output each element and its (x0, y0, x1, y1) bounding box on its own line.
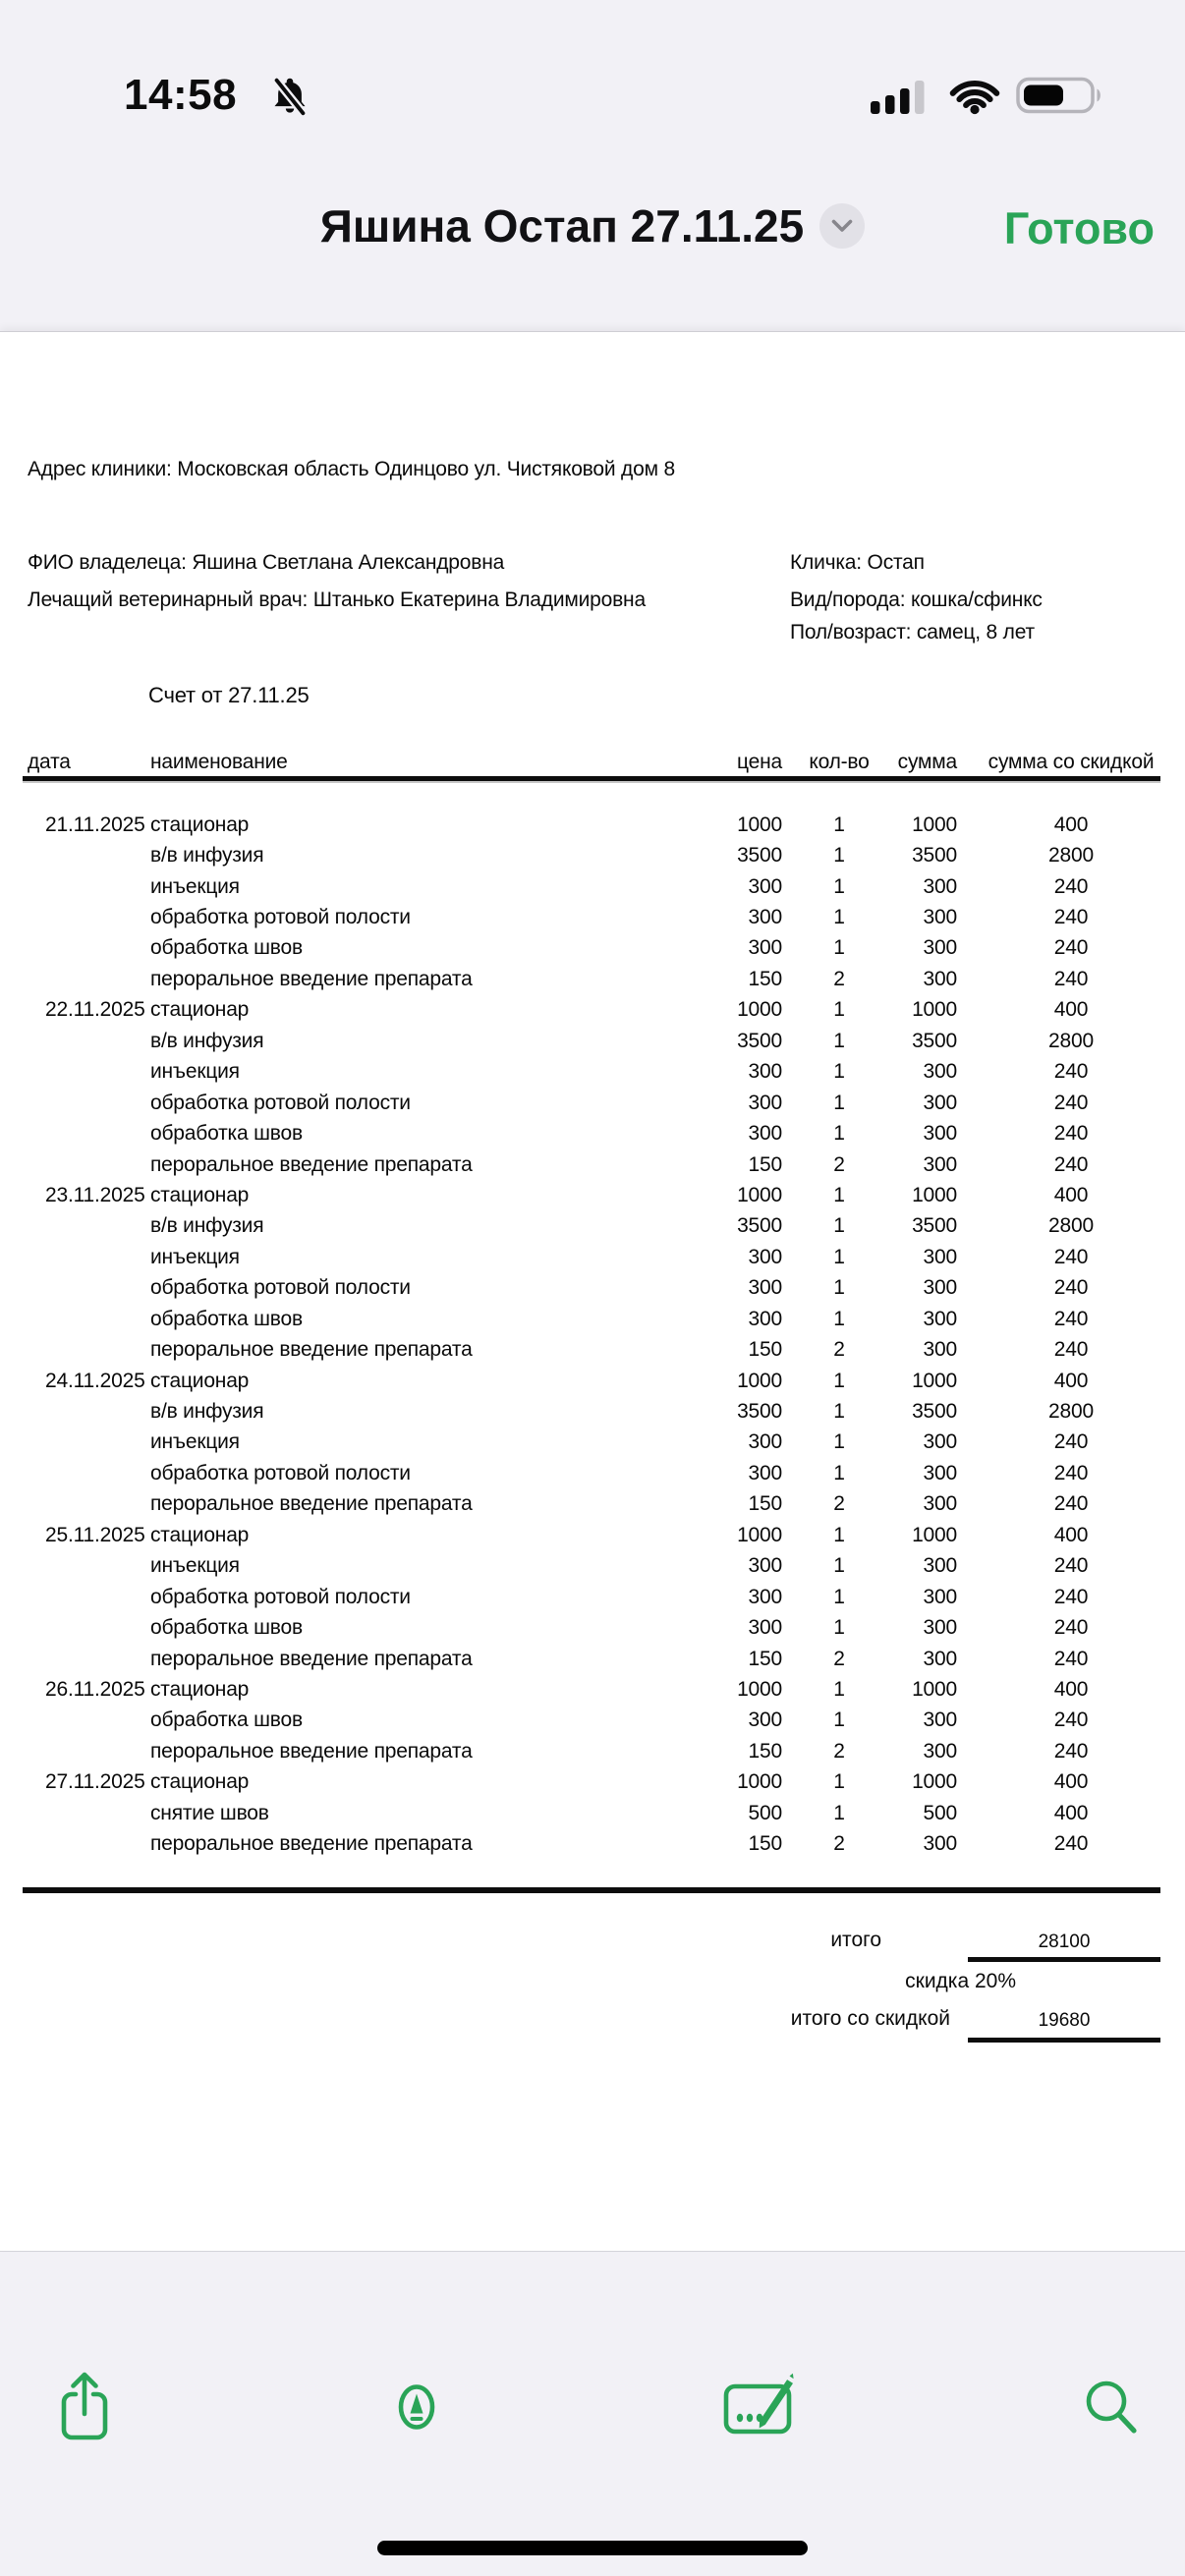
cell-price: 150 (748, 1492, 782, 1516)
table-row (0, 1304, 1185, 1334)
invoice-title: Счет от 27.11.25 (148, 683, 310, 707)
done-button[interactable]: Готово (1003, 203, 1155, 253)
cell-price: 300 (748, 874, 782, 898)
cell-date: 26.11.2025 (45, 1677, 145, 1701)
cell-name: инъекция (150, 1554, 240, 1578)
cell-name: пероральное введение препарата (150, 1647, 473, 1670)
signature-button[interactable] (723, 2372, 812, 2445)
cell-qty: 1 (833, 1400, 845, 1424)
table-row (0, 871, 1185, 902)
cell-disc: 240 (1053, 1708, 1089, 1732)
cell-disc: 2800 (1048, 1400, 1094, 1424)
table-row (0, 1458, 1185, 1488)
cell-qty: 1 (833, 812, 845, 836)
cell-price: 1000 (737, 1369, 782, 1392)
cell-name: обработка швов (150, 1616, 303, 1640)
cell-sum: 300 (923, 1307, 957, 1330)
cell-disc: 240 (1053, 967, 1089, 990)
cell-sum: 1000 (912, 812, 957, 836)
home-indicator[interactable] (377, 2541, 808, 2555)
cell-name: в/в инфузия (150, 1400, 264, 1424)
cell-disc: 400 (1053, 1369, 1089, 1392)
cell-sum: 300 (923, 1461, 957, 1484)
cell-price: 1000 (737, 1523, 782, 1546)
cell-qty: 1 (833, 1183, 845, 1206)
search-button[interactable] (1081, 2376, 1144, 2443)
cell-disc: 400 (1053, 1770, 1089, 1794)
cell-price: 300 (748, 1307, 782, 1330)
cell-qty: 1 (833, 1091, 845, 1114)
cell-qty: 1 (833, 906, 845, 929)
cell-name: обработка ротовой полости (150, 1276, 411, 1300)
cell-disc: 240 (1053, 936, 1089, 960)
cell-qty: 1 (833, 1029, 845, 1052)
search-icon (1081, 2376, 1144, 2440)
cell-disc: 240 (1053, 1739, 1089, 1763)
cell-qty: 1 (833, 1616, 845, 1640)
doctor-name: Лечащий ветеринарный врач: Штанько Екатерина Владимировна (28, 588, 646, 611)
share-button[interactable] (56, 2370, 113, 2447)
cell-disc: 400 (1053, 1183, 1089, 1206)
cell-qty: 1 (833, 1369, 845, 1392)
cell-sum: 300 (923, 1276, 957, 1300)
cell-price: 300 (748, 1708, 782, 1732)
cell-date: 23.11.2025 (45, 1183, 145, 1206)
cell-disc: 2800 (1048, 1214, 1094, 1238)
cell-name: стационар (150, 812, 250, 836)
cell-price: 300 (748, 1585, 782, 1608)
cell-name: стационар (150, 1770, 250, 1794)
cell-name: обработка швов (150, 1122, 303, 1146)
cell-disc: 240 (1053, 1122, 1089, 1146)
cell-price: 300 (748, 1430, 782, 1454)
battery-icon (1016, 76, 1106, 120)
cell-sum: 300 (923, 1492, 957, 1516)
cell-price: 300 (748, 1554, 782, 1578)
cell-disc: 240 (1053, 1091, 1089, 1114)
table-row (0, 1612, 1185, 1643)
cell-name: инъекция (150, 874, 240, 898)
table-row (0, 1706, 1185, 1736)
cell-qty: 1 (833, 998, 845, 1022)
cell-sum: 300 (923, 1091, 957, 1114)
cell-disc: 240 (1053, 1616, 1089, 1640)
cell-qty: 1 (833, 1677, 845, 1701)
cell-name: стационар (150, 1369, 250, 1392)
table-row (0, 902, 1185, 932)
cell-date: 22.11.2025 (45, 998, 145, 1022)
cell-name: обработка швов (150, 1708, 303, 1732)
cell-price: 300 (748, 936, 782, 960)
cell-price: 150 (748, 1832, 782, 1856)
discounted-total-value: 19680 (1038, 2010, 1091, 2031)
cell-name: пероральное введение препарата (150, 1152, 473, 1176)
cell-price: 300 (748, 1245, 782, 1268)
status-time: 14:58 (124, 71, 238, 119)
cell-price: 150 (748, 1152, 782, 1176)
cell-disc: 240 (1053, 1461, 1089, 1484)
cell-name: стационар (150, 1183, 250, 1206)
cell-disc: 240 (1053, 906, 1089, 929)
total-value: 28100 (1038, 1932, 1091, 1952)
cell-sum: 300 (923, 1338, 957, 1362)
cell-sum: 300 (923, 1245, 957, 1268)
cell-name: стационар (150, 1523, 250, 1546)
cell-sum: 300 (923, 906, 957, 929)
cell-sum: 300 (923, 1739, 957, 1763)
table-header-row (0, 747, 1185, 777)
chevron-down-icon (831, 219, 853, 233)
cell-price: 1000 (737, 1183, 782, 1206)
table-row (0, 1582, 1185, 1612)
cell-name: стационар (150, 998, 250, 1022)
cell-price: 1000 (737, 812, 782, 836)
cell-qty: 1 (833, 874, 845, 898)
cell-qty: 1 (833, 1122, 845, 1146)
cell-disc: 240 (1053, 1832, 1089, 1856)
cell-price: 150 (748, 1739, 782, 1763)
cell-qty: 1 (833, 1801, 845, 1824)
header-sum: сумма (897, 750, 957, 773)
cell-sum: 300 (923, 936, 957, 960)
table-row (0, 1242, 1185, 1272)
cell-date: 24.11.2025 (45, 1369, 145, 1392)
cell-disc: 240 (1053, 1554, 1089, 1578)
cell-qty: 1 (833, 844, 845, 868)
cell-price: 150 (748, 967, 782, 990)
table-row (0, 1026, 1185, 1056)
cell-qty: 1 (833, 1554, 845, 1578)
cell-sum: 300 (923, 1122, 957, 1146)
cell-sum: 300 (923, 1585, 957, 1608)
table-row (0, 1551, 1185, 1582)
table-row (0, 1118, 1185, 1148)
total-label: итого (830, 1929, 881, 1951)
table-row (0, 1674, 1185, 1705)
cell-sum: 300 (923, 1554, 957, 1578)
table-row (0, 1489, 1185, 1520)
table-header-divider (23, 776, 1160, 781)
total-underline (968, 1957, 1160, 1962)
discount-label: скидка 20% (905, 1970, 1016, 1992)
cell-qty: 1 (833, 1430, 845, 1454)
cell-name: инъекция (150, 1245, 240, 1268)
cell-qty: 1 (833, 1770, 845, 1794)
cell-name: обработка швов (150, 936, 303, 960)
markup-button[interactable] (393, 2368, 440, 2449)
table-row (0, 1428, 1185, 1458)
cell-sum: 300 (923, 1430, 957, 1454)
table-row (0, 1180, 1185, 1210)
cell-qty: 1 (833, 1214, 845, 1238)
cell-qty: 2 (833, 1152, 845, 1176)
cell-disc: 400 (1053, 1523, 1089, 1546)
header-name: наименование (150, 750, 288, 773)
cell-price: 3500 (737, 1400, 782, 1424)
cell-name: инъекция (150, 1060, 240, 1084)
header-date: дата (28, 750, 71, 773)
wifi-icon (947, 76, 1002, 120)
table-row (0, 1736, 1185, 1766)
cell-qty: 1 (833, 936, 845, 960)
cell-price: 3500 (737, 1214, 782, 1238)
cell-price: 300 (748, 1276, 782, 1300)
cell-disc: 2800 (1048, 1029, 1094, 1052)
cell-sum: 1000 (912, 1523, 957, 1546)
cell-sum: 500 (923, 1801, 957, 1824)
cell-name: обработка швов (150, 1307, 303, 1330)
cell-price: 300 (748, 906, 782, 929)
header-price: цена (737, 750, 782, 773)
cell-name: в/в инфузия (150, 844, 264, 868)
title-menu-button[interactable] (819, 203, 865, 249)
cell-qty: 1 (833, 1708, 845, 1732)
table-footer-divider (23, 1887, 1160, 1893)
cell-sum: 300 (923, 1708, 957, 1732)
cell-qty: 1 (833, 1585, 845, 1608)
cell-sum: 1000 (912, 998, 957, 1022)
cell-disc: 240 (1053, 1276, 1089, 1300)
cell-sum: 1000 (912, 1770, 957, 1794)
table-row (0, 964, 1185, 994)
cell-name: обработка ротовой полости (150, 906, 411, 929)
table-row (0, 1273, 1185, 1304)
cell-name: пероральное введение препарата (150, 967, 473, 990)
table-row (0, 1644, 1185, 1674)
pet-sex-age: Пол/возраст: самец, 8 лет (790, 621, 1035, 644)
table-row (0, 995, 1185, 1026)
cell-price: 3500 (737, 844, 782, 868)
cell-disc: 400 (1053, 998, 1089, 1022)
cell-price: 300 (748, 1091, 782, 1114)
cell-name: пероральное введение препарата (150, 1338, 473, 1362)
table-row (0, 1396, 1185, 1427)
table-row (0, 810, 1185, 840)
cell-qty: 1 (833, 1276, 845, 1300)
table-row (0, 1828, 1185, 1859)
cell-name: стационар (150, 1677, 250, 1701)
cell-sum: 300 (923, 1647, 957, 1670)
cell-disc: 240 (1053, 1307, 1089, 1330)
cell-disc: 240 (1053, 1647, 1089, 1670)
header-discounted: сумма со скидкой (988, 750, 1155, 773)
discounted-total-underline (968, 2038, 1160, 2043)
cell-sum: 3500 (912, 1400, 957, 1424)
cell-disc: 240 (1053, 1492, 1089, 1516)
cell-name: пероральное введение препарата (150, 1832, 473, 1856)
cell-price: 1000 (737, 1770, 782, 1794)
cell-qty: 2 (833, 1739, 845, 1763)
table-row (0, 1088, 1185, 1118)
table-row (0, 1057, 1185, 1088)
table-row (0, 1798, 1185, 1828)
table-row (0, 1211, 1185, 1242)
page-title: Яшина Остап 27.11.25 (319, 200, 805, 252)
signature-icon (723, 2372, 812, 2442)
cell-name: пероральное введение препарата (150, 1739, 473, 1763)
table-row (0, 933, 1185, 964)
cell-disc: 400 (1053, 1677, 1089, 1701)
cell-sum: 300 (923, 1832, 957, 1856)
cellular-signal-icon (871, 76, 933, 120)
cell-name: в/в инфузия (150, 1029, 264, 1052)
cell-disc: 400 (1053, 812, 1089, 836)
cell-disc: 240 (1053, 1585, 1089, 1608)
cell-sum: 300 (923, 1152, 957, 1176)
cell-qty: 2 (833, 1338, 845, 1362)
share-icon (56, 2370, 113, 2444)
table-row (0, 840, 1185, 870)
cell-name: обработка ротовой полости (150, 1091, 411, 1114)
cell-price: 150 (748, 1647, 782, 1670)
table-row (0, 1366, 1185, 1396)
header-qty: кол-во (809, 750, 870, 773)
table-row (0, 1767, 1185, 1798)
cell-sum: 3500 (912, 1214, 957, 1238)
status-indicators (871, 76, 1106, 120)
mute-icon (267, 73, 312, 125)
pet-species: Вид/порода: кошка/сфинкс (790, 588, 1043, 611)
cell-disc: 240 (1053, 1060, 1089, 1084)
cell-name: обработка ротовой полости (150, 1585, 411, 1608)
cell-date: 27.11.2025 (45, 1770, 145, 1794)
cell-price: 300 (748, 1461, 782, 1484)
cell-price: 500 (748, 1801, 782, 1824)
cell-price: 150 (748, 1338, 782, 1362)
cell-sum: 1000 (912, 1677, 957, 1701)
cell-sum: 300 (923, 1060, 957, 1084)
cell-name: в/в инфузия (150, 1214, 264, 1238)
cell-price: 300 (748, 1060, 782, 1084)
cell-price: 300 (748, 1122, 782, 1146)
cell-date: 21.11.2025 (45, 812, 145, 836)
owner-name: ФИО владелеца: Яшина Светлана Александровна (28, 551, 505, 574)
cell-disc: 240 (1053, 874, 1089, 898)
cell-name: обработка ротовой полости (150, 1461, 411, 1484)
cell-price: 1000 (737, 998, 782, 1022)
cell-sum: 1000 (912, 1183, 957, 1206)
cell-disc: 240 (1053, 1430, 1089, 1454)
cell-qty: 1 (833, 1523, 845, 1546)
pet-name: Кличка: Остап (790, 551, 925, 574)
cell-price: 1000 (737, 1677, 782, 1701)
cell-qty: 2 (833, 967, 845, 990)
cell-sum: 1000 (912, 1369, 957, 1392)
cell-qty: 2 (833, 1832, 845, 1856)
cell-name: инъекция (150, 1430, 240, 1454)
cell-sum: 3500 (912, 1029, 957, 1052)
cell-sum: 300 (923, 1616, 957, 1640)
cell-qty: 2 (833, 1647, 845, 1670)
cell-qty: 2 (833, 1492, 845, 1516)
cell-disc: 400 (1053, 1801, 1089, 1824)
cell-price: 300 (748, 1616, 782, 1640)
cell-disc: 240 (1053, 1245, 1089, 1268)
cell-disc: 240 (1053, 1152, 1089, 1176)
cell-qty: 1 (833, 1461, 845, 1484)
table-row (0, 1334, 1185, 1365)
table-row (0, 1149, 1185, 1180)
invoice-rows (0, 810, 1185, 1860)
cell-disc: 2800 (1048, 844, 1094, 868)
cell-disc: 240 (1053, 1338, 1089, 1362)
table-row (0, 1520, 1185, 1550)
markup-pen-icon (393, 2368, 440, 2446)
cell-qty: 1 (833, 1060, 845, 1084)
cell-qty: 1 (833, 1245, 845, 1268)
cell-date: 25.11.2025 (45, 1523, 145, 1546)
cell-sum: 3500 (912, 844, 957, 868)
cell-qty: 1 (833, 1307, 845, 1330)
clinic-address: Адрес клиники: Московская область Одинцово ул. Чистяковой дом 8 (28, 458, 675, 480)
cell-name: снятие швов (150, 1801, 269, 1824)
cell-name: пероральное введение препарата (150, 1492, 473, 1516)
discounted-total-label: итого со скидкой (790, 2007, 950, 2030)
cell-price: 3500 (737, 1029, 782, 1052)
cell-sum: 300 (923, 967, 957, 990)
cell-sum: 300 (923, 874, 957, 898)
